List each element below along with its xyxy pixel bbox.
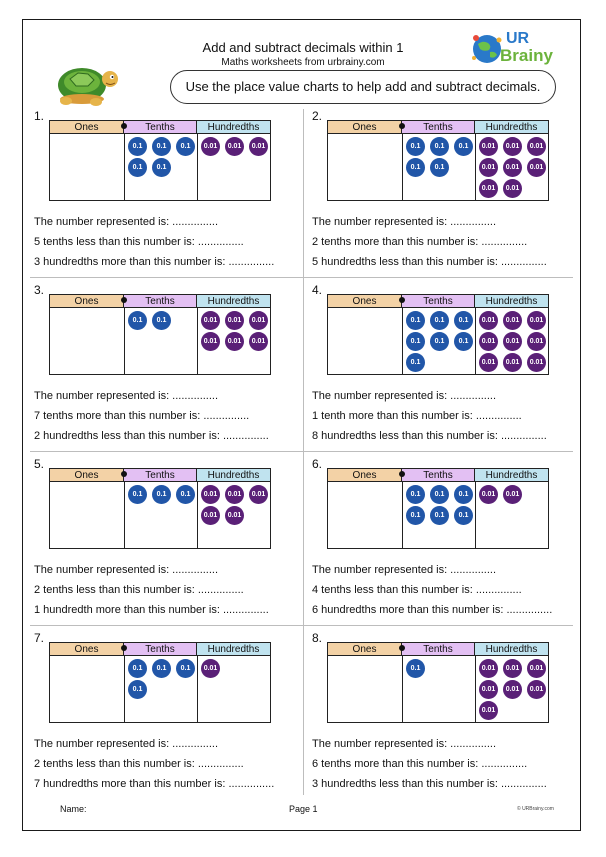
hundredths-header: Hundredths xyxy=(475,643,548,656)
worksheet-subtitle: Maths worksheets from urbrainy.com xyxy=(221,57,385,68)
hundredth-counter: 0.01 xyxy=(503,179,522,198)
hundredths-header: Hundredths xyxy=(475,295,548,308)
tenth-counter: 0.1 xyxy=(430,506,449,525)
hundredth-counter: 0.01 xyxy=(479,311,498,330)
tenth-counter: 0.1 xyxy=(128,137,147,156)
question-line: 3 hundredths less than this number is: ............... xyxy=(312,778,547,790)
tenth-counter: 0.1 xyxy=(406,311,425,330)
column-line xyxy=(124,656,125,722)
tenth-counter: 0.1 xyxy=(454,311,473,330)
tenth-counter: 0.1 xyxy=(152,137,171,156)
hundredths-header: Hundredths xyxy=(475,469,548,482)
tenths-header: Tenths xyxy=(124,469,197,482)
decimal-point xyxy=(121,645,127,651)
tenth-counter: 0.1 xyxy=(430,332,449,351)
copyright-text: © URBrainy.com xyxy=(517,806,554,812)
tenth-counter: 0.1 xyxy=(152,311,171,330)
tenth-counter: 0.1 xyxy=(406,353,425,372)
tenth-counter: 0.1 xyxy=(406,137,425,156)
page-label: Page 1 xyxy=(289,804,318,814)
hundredth-counter: 0.01 xyxy=(201,311,220,330)
hundredth-counter: 0.01 xyxy=(249,311,268,330)
decimal-point xyxy=(399,645,405,651)
ones-header: Ones xyxy=(50,469,124,482)
question-number: 3. xyxy=(34,283,45,297)
instruction-bubble: Use the place value charts to help add and subtract decimals. xyxy=(170,70,556,104)
question-number: 8. xyxy=(312,631,323,645)
tenths-header: Tenths xyxy=(402,295,475,308)
decimal-point xyxy=(399,297,405,303)
place-value-chart xyxy=(327,642,549,723)
tenth-counter: 0.1 xyxy=(406,506,425,525)
question-line: 1 hundredth more than this number is: ............... xyxy=(34,604,269,616)
question-line: 1 tenth more than this number is: ............... xyxy=(312,410,522,422)
hundredth-counter: 0.01 xyxy=(225,137,244,156)
column-line xyxy=(124,308,125,374)
question-line: The number represented is: ............... xyxy=(34,564,219,576)
column-line xyxy=(475,134,476,200)
tenth-counter: 0.1 xyxy=(152,158,171,177)
place-value-chart xyxy=(327,294,549,375)
hundredth-counter: 0.01 xyxy=(479,158,498,177)
tenth-counter: 0.1 xyxy=(128,485,147,504)
hundredth-counter: 0.01 xyxy=(503,485,522,504)
question-line: The number represented is: ............... xyxy=(312,738,497,750)
hundredth-counter: 0.01 xyxy=(527,353,546,372)
hundredth-counter: 0.01 xyxy=(249,332,268,351)
tenth-counter: 0.1 xyxy=(430,311,449,330)
row-divider xyxy=(30,451,573,452)
place-value-chart xyxy=(49,120,271,201)
tenth-counter: 0.1 xyxy=(152,485,171,504)
hundredth-counter: 0.01 xyxy=(225,332,244,351)
question-line: 2 tenths less than this number is: ............... xyxy=(34,758,244,770)
tenth-counter: 0.1 xyxy=(406,332,425,351)
hundredth-counter: 0.01 xyxy=(225,311,244,330)
decimal-point xyxy=(399,471,405,477)
ones-header: Ones xyxy=(50,295,124,308)
question-line: 2 tenths more than this number is: ............... xyxy=(312,236,528,248)
ones-header: Ones xyxy=(328,469,402,482)
question-number: 6. xyxy=(312,457,323,471)
hundredth-counter: 0.01 xyxy=(479,680,498,699)
hundredths-header: Hundredths xyxy=(197,121,270,134)
tenth-counter: 0.1 xyxy=(406,485,425,504)
ones-header: Ones xyxy=(328,643,402,656)
column-line xyxy=(475,656,476,722)
tenth-counter: 0.1 xyxy=(454,506,473,525)
tenth-counter: 0.1 xyxy=(406,158,425,177)
question-line: 4 tenths less than this number is: ............... xyxy=(312,584,522,596)
hundredth-counter: 0.01 xyxy=(527,311,546,330)
question-number: 5. xyxy=(34,457,45,471)
tenth-counter: 0.1 xyxy=(430,158,449,177)
ones-header: Ones xyxy=(50,643,124,656)
place-value-chart xyxy=(49,294,271,375)
question-line: 7 tenths more than this number is: ............... xyxy=(34,410,250,422)
ones-header: Ones xyxy=(328,295,402,308)
hundredth-counter: 0.01 xyxy=(503,680,522,699)
hundredth-counter: 0.01 xyxy=(503,659,522,678)
question-number: 2. xyxy=(312,109,323,123)
hundredth-counter: 0.01 xyxy=(225,506,244,525)
hundredth-counter: 0.01 xyxy=(503,332,522,351)
hundredth-counter: 0.01 xyxy=(201,332,220,351)
column-divider xyxy=(303,109,304,795)
tenth-counter: 0.1 xyxy=(128,158,147,177)
tenths-header: Tenths xyxy=(402,469,475,482)
hundredth-counter: 0.01 xyxy=(503,158,522,177)
tenth-counter: 0.1 xyxy=(176,137,195,156)
hundredth-counter: 0.01 xyxy=(527,659,546,678)
question-line: The number represented is: ............... xyxy=(34,216,219,228)
tenth-counter: 0.1 xyxy=(430,137,449,156)
question-line: 6 tenths more than this number is: ............... xyxy=(312,758,528,770)
hundredth-counter: 0.01 xyxy=(527,158,546,177)
hundredth-counter: 0.01 xyxy=(479,332,498,351)
question-line: 2 tenths less than this number is: ............... xyxy=(34,584,244,596)
hundredth-counter: 0.01 xyxy=(479,179,498,198)
hundredth-counter: 0.01 xyxy=(201,137,220,156)
question-line: The number represented is: ............... xyxy=(34,390,219,402)
worksheet-title: Add and subtract decimals within 1 xyxy=(202,40,404,55)
hundredth-counter: 0.01 xyxy=(479,701,498,720)
column-line xyxy=(124,134,125,200)
tenths-header: Tenths xyxy=(124,643,197,656)
ones-header: Ones xyxy=(328,121,402,134)
tenth-counter: 0.1 xyxy=(406,659,425,678)
urbrainy-logo xyxy=(470,28,565,70)
hundredths-header: Hundredths xyxy=(197,643,270,656)
row-divider xyxy=(30,625,573,626)
column-line xyxy=(475,308,476,374)
hundredth-counter: 0.01 xyxy=(503,311,522,330)
row-divider xyxy=(30,277,573,278)
tenth-counter: 0.1 xyxy=(430,485,449,504)
hundredths-header: Hundredths xyxy=(197,469,270,482)
tenth-counter: 0.1 xyxy=(454,485,473,504)
logo-top-text: UR xyxy=(506,30,530,47)
hundredth-counter: 0.01 xyxy=(527,137,546,156)
question-line: 2 hundredths less than this number is: ............... xyxy=(34,430,269,442)
question-line: 8 hundredths less than this number is: ............... xyxy=(312,430,547,442)
question-number: 4. xyxy=(312,283,323,297)
column-line xyxy=(402,134,403,200)
place-value-chart xyxy=(327,468,549,549)
tenth-counter: 0.1 xyxy=(454,332,473,351)
hundredth-counter: 0.01 xyxy=(479,353,498,372)
question-line: 5 hundredths less than this number is: ............... xyxy=(312,256,547,268)
tenth-counter: 0.1 xyxy=(128,659,147,678)
column-line xyxy=(197,656,198,722)
tenth-counter: 0.1 xyxy=(454,137,473,156)
tenths-header: Tenths xyxy=(402,643,475,656)
question-number: 7. xyxy=(34,631,45,645)
hundredth-counter: 0.01 xyxy=(201,485,220,504)
hundredths-header: Hundredths xyxy=(197,295,270,308)
tenth-counter: 0.1 xyxy=(176,659,195,678)
column-line xyxy=(402,482,403,548)
column-line xyxy=(124,482,125,548)
decimal-point xyxy=(121,297,127,303)
tenths-header: Tenths xyxy=(124,121,197,134)
hundredth-counter: 0.01 xyxy=(201,659,220,678)
hundredth-counter: 0.01 xyxy=(249,137,268,156)
tenth-counter: 0.1 xyxy=(152,659,171,678)
hundredth-counter: 0.01 xyxy=(249,485,268,504)
question-line: 6 hundredths more than this number is: ............... xyxy=(312,604,553,616)
ones-header: Ones xyxy=(50,121,124,134)
question-line: The number represented is: ............... xyxy=(312,216,497,228)
question-line: The number represented is: ............... xyxy=(312,564,497,576)
place-value-chart xyxy=(49,642,271,723)
question-line: 3 hundredths more than this number is: ............... xyxy=(34,256,275,268)
place-value-chart xyxy=(327,120,549,201)
globe-icon xyxy=(470,32,504,66)
hundredth-counter: 0.01 xyxy=(479,137,498,156)
hundredth-counter: 0.01 xyxy=(527,680,546,699)
decimal-point xyxy=(121,471,127,477)
column-line xyxy=(197,482,198,548)
turtle-mascot-icon xyxy=(52,55,122,107)
question-line: 7 hundredths more than this number is: ............... xyxy=(34,778,275,790)
hundredth-counter: 0.01 xyxy=(479,659,498,678)
hundredth-counter: 0.01 xyxy=(201,506,220,525)
tenth-counter: 0.1 xyxy=(176,485,195,504)
tenths-header: Tenths xyxy=(124,295,197,308)
question-line: The number represented is: ............... xyxy=(312,390,497,402)
hundredths-header: Hundredths xyxy=(475,121,548,134)
column-line xyxy=(475,482,476,548)
tenth-counter: 0.1 xyxy=(128,311,147,330)
question-line: 5 tenths less than this number is: ............... xyxy=(34,236,244,248)
hundredth-counter: 0.01 xyxy=(503,137,522,156)
name-label: Name: xyxy=(60,804,87,814)
column-line xyxy=(402,656,403,722)
question-line: The number represented is: ............... xyxy=(34,738,219,750)
tenths-header: Tenths xyxy=(402,121,475,134)
place-value-chart xyxy=(49,468,271,549)
question-number: 1. xyxy=(34,109,45,123)
tenth-counter: 0.1 xyxy=(128,680,147,699)
column-line xyxy=(197,308,198,374)
hundredth-counter: 0.01 xyxy=(479,485,498,504)
logo-bottom-text: Brainy xyxy=(500,46,553,65)
hundredth-counter: 0.01 xyxy=(503,353,522,372)
column-line xyxy=(402,308,403,374)
decimal-point xyxy=(399,123,405,129)
column-line xyxy=(197,134,198,200)
hundredth-counter: 0.01 xyxy=(527,332,546,351)
decimal-point xyxy=(121,123,127,129)
hundredth-counter: 0.01 xyxy=(225,485,244,504)
